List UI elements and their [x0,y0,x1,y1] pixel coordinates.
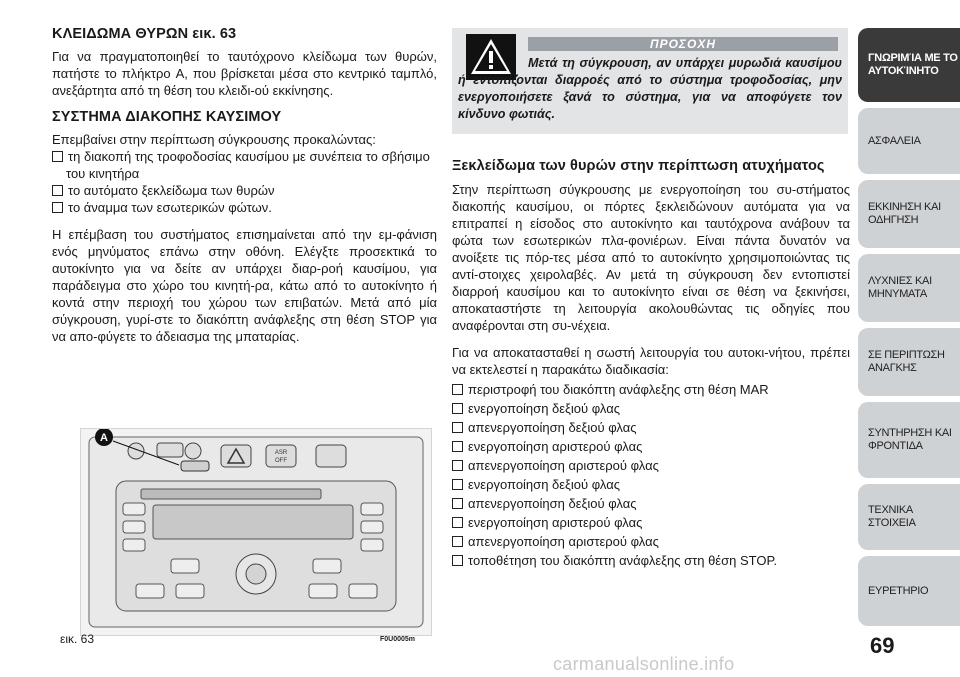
section-heading-door-lock: ΚΛΕΙΔΩΜΑ ΘΥΡΩΝ εικ. 63 [52,26,237,42]
list-item: το άναμμα των εσωτερικών φώτων. [52,199,437,216]
checkbox-bullet-icon [52,185,63,196]
tab-technical-data[interactable]: ΤΕΧΝΙΚΑ ΣΤΟΙΧΕΙΑ [858,484,960,550]
list-item: τη διακοπή της τροφοδοσίας καυσίμου με συνέπεια το σβήσιμο του κινητήρα [52,148,437,182]
list-item: απενεργοποίηση δεξιού φλας [452,494,850,513]
checkbox-bullet-icon [452,555,463,566]
list-item: ενεργοποίηση δεξιού φλας [452,399,850,418]
figure-dashboard-panel [80,428,432,636]
checkbox-bullet-icon [452,479,463,490]
checkbox-bullet-icon [452,441,463,452]
warning-text: Μετά τη σύγκρουση, αν υπάρχει μυρωδιά καυσίμου ή εντοπίζονται διαρροές από το σύστημα τροφοδοσίας, μην ενεργοποιήσετε ξανά το σύστημα, για να αποφύγετε τον κίνδυνο φωτιάς. [458,56,842,121]
checkbox-bullet-icon [52,151,63,162]
figure-caption: εικ. 63 [60,632,95,646]
left-column [52,26,437,355]
checkbox-bullet-icon [452,517,463,528]
figure-code: F0U0005m [380,636,416,643]
dashboard-illustration [81,429,431,635]
page-number: 69 [870,633,895,658]
tab-emergency[interactable]: ΣΕ ΠΕΡΙΠΤΩΣΗ ΑΝΑΓΚΗΣ [858,328,960,396]
list-item: ενεργοποίηση αριστερού φλας [452,513,850,532]
tab-getting-to-know[interactable]: ΓΝΩΡΙΜΊΑ ΜΕ ΤΟ ΑΥΤΟΚΊΝΗΤΟ [858,28,960,102]
callout-a-label: A [100,432,108,444]
list-item: απενεργοποίηση αριστερού φλας [452,456,850,475]
checkbox-bullet-icon [452,498,463,509]
list-item: ενεργοποίηση αριστερού φλας [452,437,850,456]
list-item: απενεργοποίηση αριστερού φλας [452,532,850,551]
checkbox-bullet-icon [452,403,463,414]
paragraph-restore-intro: Για να αποκατασταθεί η σωστή λειτουργία του αυτοκι-νήτου, πρέπει να εκτελεστεί η παρακάτω διαδικασία: [452,345,850,377]
warning-title: ΠΡΟΣΟΧΗ [528,37,838,51]
checkbox-bullet-icon [452,422,463,433]
tab-index[interactable]: ΕΥΡΕΤΗΡΙΟ [858,556,960,626]
watermark: carmanualsonline.info [553,654,735,674]
section-heading-unlock-accident: Ξεκλείδωμα των θυρών στην περίπτωση ατυχήματος [452,158,825,174]
middle-column [452,158,850,580]
tab-safety[interactable]: ΑΣΦΑΛΕΙΑ [858,108,960,174]
warning-box [452,28,848,134]
restore-steps-list [452,380,850,570]
list-item: το αυτόματο ξεκλείδωμα των θυρών [52,182,437,199]
checkbox-bullet-icon [452,460,463,471]
checkbox-bullet-icon [52,202,63,213]
paragraph-unlock-accident: Στην περίπτωση σύγκρουσης με ενεργοποίηση του συ-στήματος διακοπής καυσίμου, οι πόρτες ξεκλειδώνουν αυτόματα για να επιτραπεί η είσοδος στο αυτοκίνητο και ταυτόχρονα ανάβουν τα φώτα των εσωτερικών πλα-φονιέρων. Είναι πάντα δυνατόν να ανοίξετε τις πόρ-τες μέσα από το αυτοκίνητο χρησιμοποιώντας τις αντί-στοιχες χειρολαβές. Αν μετά τη σύγκρουση δεν εντοπιστεί διαρροή καυσίμου και το αυτοκίνητο είναι σε θέση να ξεκινήσει, αποκαταστήστε τη λειτουργία ακολουθώντας τις οδηγίες που αναφέρονται στη συ-νέχεια. [452,182,850,333]
tab-lights-messages[interactable]: ΛΥΧΝΙΕΣ ΚΑΙ ΜΗΝΥΜΑΤΑ [858,254,960,322]
paragraph-fuel-intro: Επεμβαίνει στην περίπτωση σύγκρουσης προκαλώντας: [52,132,376,147]
paragraph-fuel-check: Η επέμβαση του συστήματος επισημαίνεται από την εμ-φάνιση ενός μηνύματος επάνω στην οθόνη. Ελέγξτε προσεκτικά το αυτοκίνητο για να δείτε αν υπάρχει διαρ-ροή καυσίμου, για παράδειγμα στο χώρο του κινητή-ρα, κάτω από το αυτοκίνητο ή κοντά στην περιοχή του χώρου των επιβατών. Μετά από μία σύγκρουση, γυρί-στε το διακόπτη ανάφλεξης στη θέση STOP για να απο-φύγετε το άδειασμα της μπαταρίας. [52,227,437,344]
checkbox-bullet-icon [452,384,463,395]
tab-maintenance[interactable]: ΣΥΝΤΗΡΗΣΗ ΚΑΙ ΦΡΟΝΤΙΔΑ [858,402,960,478]
checkbox-bullet-icon [452,536,463,547]
list-item: ενεργοποίηση δεξιού φλας [452,475,850,494]
section-heading-fuel-cutoff: ΣΥΣΤΗΜΑ ΔΙΑΚΟΠΗΣ ΚΑΥΣΙΜΟΥ [52,109,282,125]
list-item: περιστροφή του διακόπτη ανάφλεξης στη θέση MAR [452,380,850,399]
tab-starting-driving[interactable]: ΕΚΚΙΝΗΣΗ ΚΑΙ ΟΔΗΓΗΣΗ [858,180,960,248]
list-item: τοποθέτηση του διακόπτη ανάφλεξης στη θέση STOP. [452,551,850,570]
asr-button-label: ASR [274,450,288,456]
fuel-cutoff-list [52,148,437,216]
paragraph-door-lock: Για να πραγματοποιηθεί το ταυτόχρονο κλείδωμα των θυρών, πατήστε το πλήκτρο A, που βρίσκεται μέσα στο κεντρικό ταμπλό, ανεξάρτητα από τη θέση του κλειδι-ού εκκίνησης. [52,49,437,98]
list-item: απενεργοποίηση δεξιού φλας [452,418,850,437]
off-button-label: OFF [275,458,287,464]
